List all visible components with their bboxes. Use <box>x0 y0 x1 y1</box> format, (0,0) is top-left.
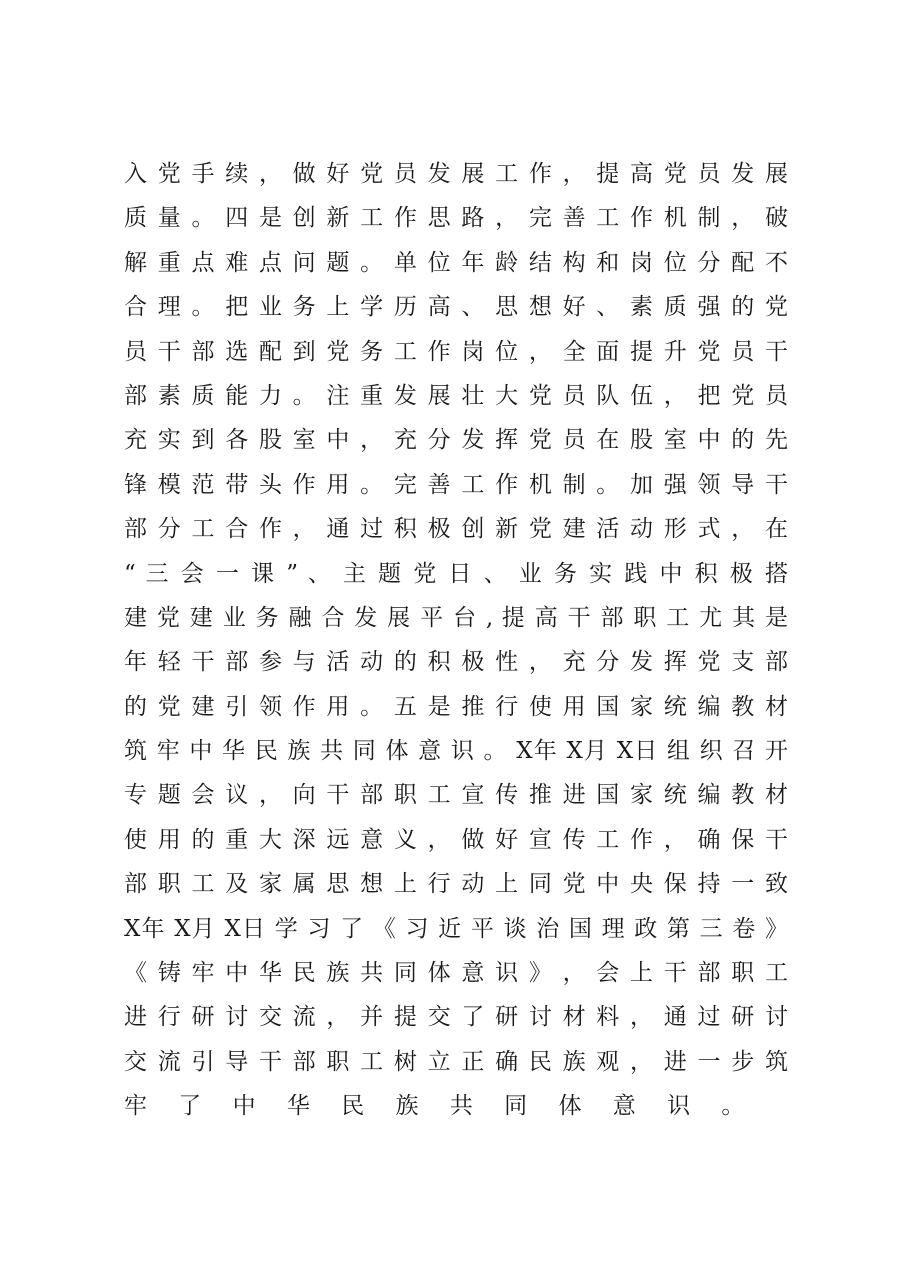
body-paragraph <box>124 152 788 1129</box>
text-line-last: 牢 了 中 华 民 族 共 同 体 意 识 。 <box>124 1093 757 1120</box>
text-line: 部 素 质 能 力 。 注 重 发 展 壮 大 党 员 队 伍 ， 把 党 员 <box>124 382 788 409</box>
text-line: “ 三 会 一 课 ” 、 主 题 党 日 、 业 务 实 践 中 积 极 搭 <box>124 560 788 587</box>
text-line: 员 干 部 选 配 到 党 务 工 作 岗 位 ， 全 面 提 升 党 员 干 <box>124 338 788 365</box>
text-line: 充 实 到 各 股 室 中 ， 充 分 发 挥 党 员 在 股 室 中 的 先 <box>124 427 788 454</box>
text-line: 筑 牢 中 华 民 族 共 同 体 意 识 。 X年 X月 X日 组 织 召 开 <box>124 738 788 765</box>
text-line: 交 流 引 导 干 部 职 工 树 立 正 确 民 族 观 ， 进 一 步 筑 <box>124 1048 788 1075</box>
text-line: 入 党 手 续 ， 做 好 党 员 发 展 工 作 ， 提 高 党 员 发 展 <box>124 161 788 187</box>
text-line: 专 题 会 议 ， 向 干 部 职 工 宣 传 推 进 国 家 统 编 教 材 <box>124 782 788 809</box>
text-line: 锋 模 范 带 头 作 用 。 完 善 工 作 机 制 。 加 强 领 导 干 <box>124 471 788 498</box>
text-line: 建 党 建 业 务 融 合 发 展 平 台 , 提 高 干 部 职 工 尤 其 是 <box>124 604 788 631</box>
text-line: 合 理 。 把 业 务 上 学 历 高 、 思 想 好 、 素 质 强 的 党 <box>124 294 788 321</box>
text-line: 质 量 。 四 是 创 新 工 作 思 路 ， 完 善 工 作 机 制 ， 破 <box>124 205 788 232</box>
text-line: 的 党 建 引 领 作 用 。 五 是 推 行 使 用 国 家 统 编 教 材 <box>124 693 788 720</box>
text-line: 解 重 点 难 点 问 题 。 单 位 年 龄 结 构 和 岗 位 分 配 不 <box>124 249 788 276</box>
text-line: 《 铸 牢 中 华 民 族 共 同 体 意 识 》 ， 会 上 干 部 职 工 <box>124 960 788 987</box>
text-line: X年 X月 X日 学 习 了 《 习 近 平 谈 治 国 理 政 第 三 卷 》 <box>124 915 788 942</box>
text-line: 进 行 研 讨 交 流 ， 并 提 交 了 研 讨 材 料 ， 通 过 研 讨 <box>124 1004 788 1031</box>
text-line: 年 轻 干 部 参 与 活 动 的 积 极 性 ， 充 分 发 挥 党 支 部 <box>124 649 788 676</box>
text-line: 使 用 的 重 大 深 远 意 义 ， 做 好 宣 传 工 作 ， 确 保 干 <box>124 826 788 853</box>
text-line: 部 职 工 及 家 属 思 想 上 行 动 上 同 党 中 央 保 持 一 致 <box>124 871 788 898</box>
text-line: 部 分 工 合 作 ， 通 过 积 极 创 新 党 建 活 动 形 式 ， 在 <box>124 516 788 543</box>
